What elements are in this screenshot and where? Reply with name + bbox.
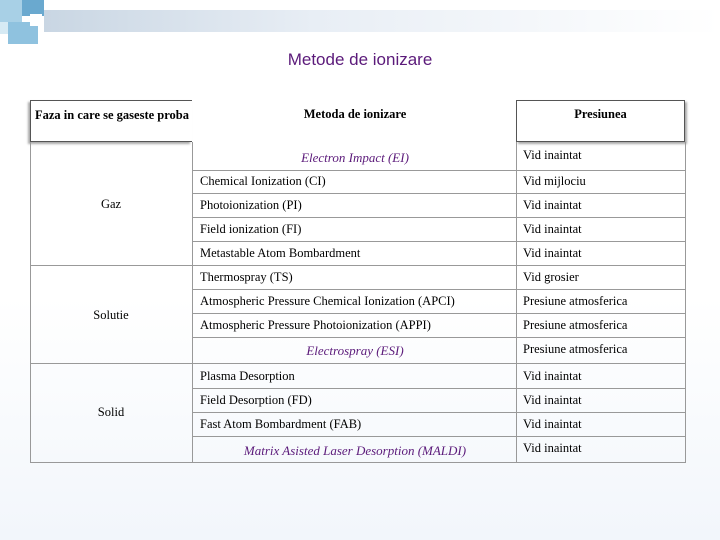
page-title: Metode de ionizare <box>287 50 433 69</box>
grid-line-bottom <box>30 462 686 463</box>
method-cell: Chemical Ionization (CI) <box>200 174 326 188</box>
phase-solutie: Solutie <box>93 308 129 322</box>
row-separator <box>192 265 686 266</box>
method-cell: Field ionization (FI) <box>200 222 302 236</box>
pressure-cell: Vid inaintat <box>523 148 582 162</box>
method-cell: Field Desorption (FD) <box>200 393 312 407</box>
grid-line-col1 <box>192 142 193 462</box>
pressure-cell: Vid inaintat <box>523 441 582 455</box>
grid-line-col2 <box>516 142 517 462</box>
pressure-cell: Vid inaintat <box>523 417 582 431</box>
method-cell: Fast Atom Bombardment (FAB) <box>200 417 362 431</box>
phase-gaz: Gaz <box>100 197 122 211</box>
pressure-cell: Presiune atmosferica <box>523 294 628 308</box>
method-cell: Thermospray (TS) <box>200 270 293 284</box>
logo-square-5 <box>0 22 8 34</box>
method-cell: Atmospheric Pressure Chemical Ionization (APCI) <box>200 294 455 308</box>
grid-line-solutie-end <box>30 363 192 364</box>
grid-line-right <box>685 142 686 462</box>
row-separator <box>192 412 686 413</box>
row-separator <box>192 217 686 218</box>
row-separator <box>192 170 686 171</box>
method-cell: Photoionization (PI) <box>200 198 302 212</box>
pressure-cell: Vid mijlociu <box>523 174 586 188</box>
pressure-cell: Vid inaintat <box>523 393 582 407</box>
pressure-cell: Vid inaintat <box>523 222 582 236</box>
row-separator <box>192 436 686 437</box>
logo-square-1 <box>0 0 22 22</box>
row-separator <box>192 388 686 389</box>
row-separator <box>192 337 686 338</box>
pressure-cell: Vid inaintat <box>523 369 582 383</box>
title-bar-decoration <box>44 10 720 32</box>
row-separator <box>192 241 686 242</box>
logo-square-4 <box>30 14 42 26</box>
header-pressure: Presiunea <box>574 107 627 121</box>
method-cell: Plasma Desorption <box>200 369 295 383</box>
pressure-cell: Presiune atmosferica <box>523 342 628 356</box>
method-cell: Matrix Asisted Laser Desorption (MALDI) <box>243 443 467 458</box>
row-separator <box>192 289 686 290</box>
method-cell: Electron Impact (EI) <box>301 150 409 165</box>
row-separator <box>192 313 686 314</box>
method-cell: Electrospray (ESI) <box>306 343 404 358</box>
pressure-cell: Vid inaintat <box>523 198 582 212</box>
pressure-cell: Presiune atmosferica <box>523 318 628 332</box>
row-separator <box>192 363 686 364</box>
row-separator <box>192 193 686 194</box>
method-cell: Atmospheric Pressure Photoionization (APPI) <box>200 318 431 332</box>
grid-line-gaz-end <box>30 265 192 266</box>
header-phase: Faza in care se gaseste proba <box>34 108 190 122</box>
header-method: Metoda de ionizare <box>303 107 407 121</box>
method-cell: Metastable Atom Bombardment <box>200 246 361 260</box>
phase-solid: Solid <box>97 405 125 419</box>
pressure-cell: Vid grosier <box>523 270 579 284</box>
pressure-cell: Vid inaintat <box>523 246 582 260</box>
